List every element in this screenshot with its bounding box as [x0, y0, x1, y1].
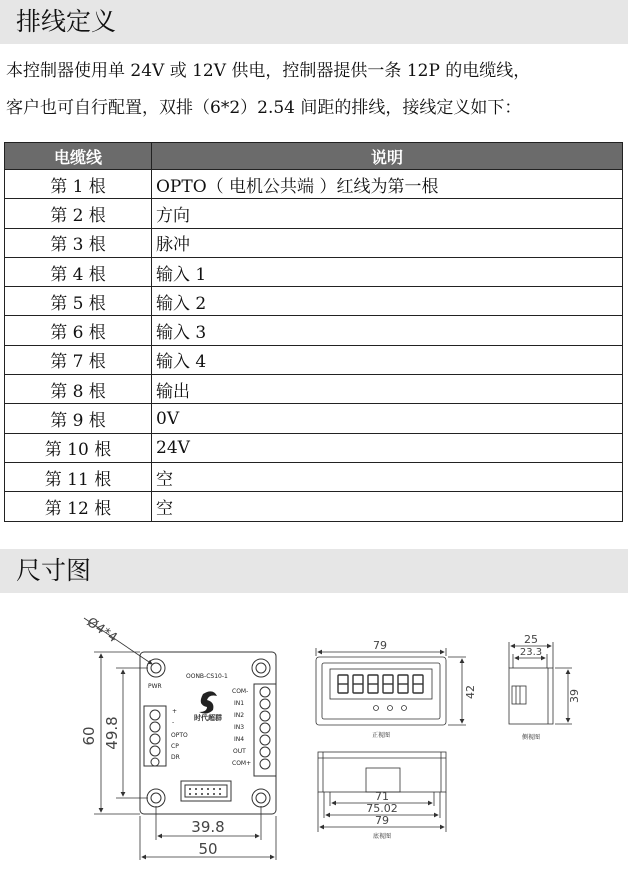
terminal-opto-label: OPTO: [171, 732, 188, 739]
table-header-row: [5, 143, 623, 170]
cable-description-cell: 0V: [152, 404, 623, 433]
hole-label: Ø4*4: [83, 614, 120, 646]
table-row: [5, 170, 623, 199]
table-row: [5, 345, 623, 374]
side-caption: 侧视图: [521, 734, 541, 741]
cable-description-cell: 输入 4: [152, 345, 623, 374]
terminal-com-minus-label: COM-: [232, 688, 249, 695]
cable-description-cell: 输入 1: [152, 257, 623, 286]
seven-segment-display: [338, 675, 423, 693]
cable-number-cell: 第 4 根: [5, 257, 152, 286]
cable-number-cell: 第 7 根: [5, 345, 152, 374]
cable-number-cell: 第 3 根: [5, 228, 152, 257]
cable-number-cell: 第 10 根: [5, 433, 152, 462]
cable-definition-table: [4, 142, 623, 522]
terminal-in2-label: IN2: [234, 712, 245, 719]
bottom-dim-71: 71: [375, 790, 389, 803]
side-width-outer-label: 25: [524, 633, 538, 646]
cable-number-cell: 第 12 根: [5, 492, 152, 521]
cable-number-cell: 第 6 根: [5, 316, 152, 345]
brand-logo: [194, 691, 222, 722]
cable-number-cell: 第 9 根: [5, 404, 152, 433]
plus-label: +: [172, 708, 178, 715]
terminal-in1-label: IN1: [234, 700, 245, 707]
dimension-drawing: [0, 596, 628, 878]
cable-description-cell: 24V: [152, 433, 623, 462]
table-row: [5, 257, 623, 286]
cable-number-cell: 第 8 根: [5, 375, 152, 404]
brand-label: 时代超群: [194, 714, 222, 722]
cable-description-cell: 空: [152, 492, 623, 521]
minus-label: -: [172, 719, 175, 726]
section-title-pin-definition: 排线定义: [0, 0, 628, 44]
bottom-dim-75-02: 75.02: [366, 802, 398, 815]
connector-pins: [189, 788, 221, 795]
front-height-label: 42: [464, 685, 477, 699]
table-row: [5, 492, 623, 521]
section-title-dimensions: 尺寸图: [0, 549, 628, 593]
cable-description-cell: 脉冲: [152, 228, 623, 257]
front-width-label: 79: [373, 639, 387, 652]
cable-number-cell: 第 11 根: [5, 462, 152, 491]
cable-description-cell: 输入 3: [152, 316, 623, 345]
cable-description-cell: 输出: [152, 375, 623, 404]
cable-description-cell: OPTO（ 电机公共端 ）红线为第一根: [152, 170, 623, 199]
terminal-dr-label: DR: [171, 754, 180, 761]
terminal-cp-label: CP: [171, 743, 179, 750]
bottom-dim-79: 79: [375, 814, 389, 827]
side-width-inner-label: 23.3: [519, 647, 543, 658]
terminal-in3-label: IN3: [234, 724, 245, 731]
dim-width-outer: 50: [198, 840, 218, 858]
terminal-out-label: OUT: [233, 748, 246, 755]
dim-width-inner: 39.8: [191, 818, 225, 836]
intro-line-2: 客户也可自行配置，双排（6*2）2.54 间距的排线，接线定义如下：: [6, 98, 522, 118]
cable-description-cell: 方向: [152, 199, 623, 228]
dim-height-outer: 60: [80, 726, 98, 746]
intro-line-1: 本控制器使用单 24V 或 12V 供电，控制器提供一条 12P 的电缆线，: [6, 61, 531, 81]
side-height-label: 39: [568, 689, 581, 703]
bottom-caption: 底视图: [372, 833, 392, 840]
table-row: [5, 433, 623, 462]
terminal-in4-label: IN4: [234, 736, 245, 743]
board-model-label: OONB-CS10-1: [186, 673, 228, 680]
table-row: [5, 287, 623, 316]
terminal-com-plus-label: COM+: [232, 760, 252, 767]
table-row: [5, 404, 623, 433]
dim-height-inner: 49.8: [103, 716, 121, 750]
table-row: [5, 228, 623, 257]
cable-description-cell: 输入 2: [152, 287, 623, 316]
table-row: [5, 199, 623, 228]
header-cable: 电缆线: [5, 143, 152, 170]
table-row: [5, 375, 623, 404]
table-row: [5, 316, 623, 345]
cable-number-cell: 第 5 根: [5, 287, 152, 316]
front-caption: 正视图: [371, 732, 391, 739]
table-row: [5, 462, 623, 491]
cable-number-cell: 第 1 根: [5, 170, 152, 199]
pwr-label: PWR: [148, 683, 162, 690]
cable-number-cell: 第 2 根: [5, 199, 152, 228]
header-description: 说明: [152, 143, 623, 170]
cable-description-cell: 空: [152, 462, 623, 491]
